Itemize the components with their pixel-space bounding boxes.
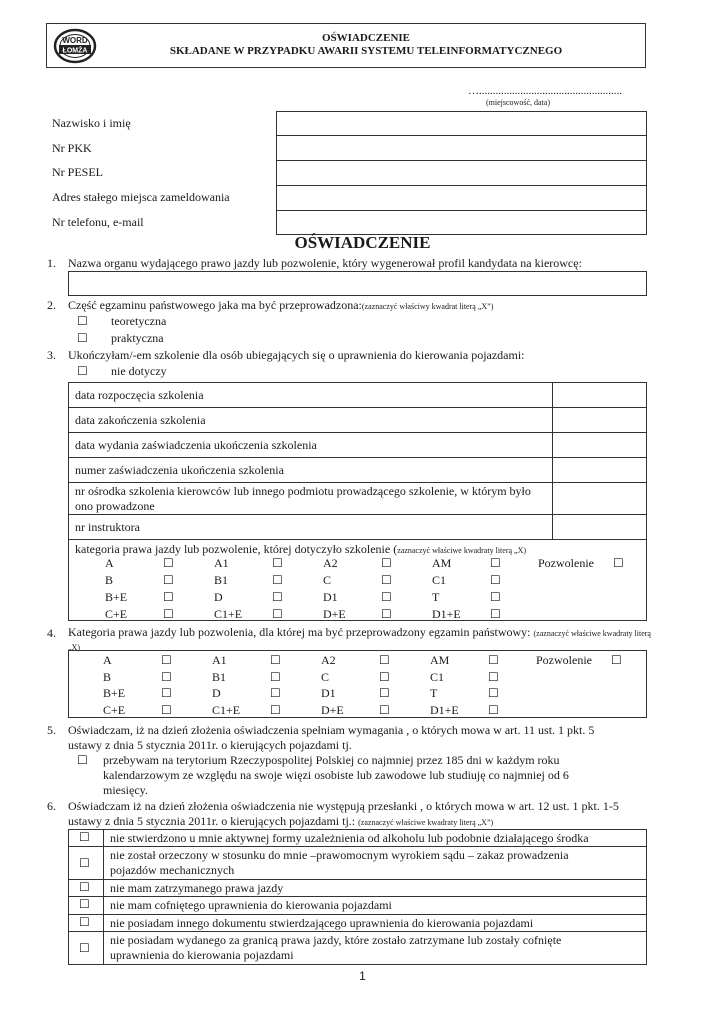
address-label: Adres stałego miejsca zameldowania: [52, 190, 230, 204]
section-1-text: Nazwa organu wydającego prawo jazdy lub pozwolenie, który wygenerował profil kandydata na kierowcę:: [68, 256, 582, 270]
category-checkbox[interactable]: ☐: [272, 573, 283, 587]
category-checkbox[interactable]: ☐: [379, 669, 390, 684]
instructor-label: nr instruktora: [75, 520, 140, 534]
table-row: [69, 540, 646, 622]
category-label: D1+E: [430, 702, 459, 717]
residence-label-line1: przebywam na terytorium Rzeczypospolitej Polskiej co najmniej przez 185 dni w każdym roku: [103, 753, 560, 767]
category-label: C1: [430, 669, 445, 684]
category-checkbox[interactable]: ☐: [488, 686, 499, 700]
place-date-line[interactable]: …....................................................: [468, 85, 622, 97]
pkk-label: Nr PKK: [52, 141, 92, 155]
certificate-number-label: numer zaświadczenia ukończenia szkolenia: [75, 463, 284, 477]
category-checkbox[interactable]: ☐: [270, 669, 281, 684]
category-checkbox[interactable]: ☐: [381, 607, 392, 621]
table-row: [69, 880, 646, 897]
declarations-table: [68, 829, 647, 965]
name-label: Nazwisko i imię: [52, 116, 131, 130]
category-checkbox[interactable]: ☐: [488, 669, 499, 684]
training-table: [68, 382, 647, 621]
pesel-field[interactable]: [276, 160, 647, 186]
category-label: B+E: [105, 590, 128, 604]
category-checkbox[interactable]: ☐: [270, 653, 281, 667]
section-4-text: Kategoria prawa jazdy lub pozwolenia, dla której ma być przeprowadzony egzamin państwowy: (zaznaczyć właściwe kwadraty literą „X): [68, 625, 651, 652]
category-label: A2: [321, 653, 336, 667]
category-label: C+E: [105, 607, 128, 621]
theory-label: teoretyczna: [111, 314, 167, 328]
section-6-text-line1: Oświadczam iż na dzień złożenia oświadczenia nie występują przesłanki , o których mowa w art. 12 ust. 1 pkt. 1-5: [68, 799, 619, 813]
category-label: D1: [323, 590, 338, 604]
pkk-field[interactable]: [276, 135, 647, 161]
section-6-number: 6.: [47, 799, 56, 813]
pesel-label: Nr PESEL: [52, 165, 103, 179]
declaration-6-text-line2: uprawnienia do kierowania pojazdami: [110, 948, 294, 962]
training-category-label: kategoria prawa jazdy lub pozwolenie, której dotyczyło szkolenie (zaznaczyć właściwe kwadraty literą „X): [75, 542, 527, 556]
category-checkbox[interactable]: ☐: [272, 607, 283, 621]
category-checkbox[interactable]: ☐: [381, 590, 392, 604]
exam-permit-checkbox[interactable]: ☐: [611, 653, 622, 667]
category-label: T: [432, 590, 440, 604]
not-applicable-checkbox[interactable]: ☐: [77, 364, 88, 378]
category-label: C+E: [103, 702, 126, 717]
declaration-1-checkbox[interactable]: ☐: [79, 830, 90, 844]
table-row: [69, 915, 646, 932]
section-6-hint: (zaznaczyć właściwe kwadraty literą „X”): [358, 818, 494, 827]
category-label: C1+E: [212, 702, 241, 717]
declaration-4-text: nie mam cofniętego uprawnienia do kierowania pojazdami: [110, 898, 392, 912]
name-field[interactable]: [276, 111, 647, 136]
category-checkbox[interactable]: ☐: [270, 702, 281, 717]
residence-label-line3: miesięcy.: [103, 783, 148, 797]
declaration-5-text: nie posiadam innego dokumentu stwierdzającego uprawnienia do kierowania pojazdami: [110, 916, 534, 930]
training-permit-checkbox[interactable]: ☐: [613, 556, 624, 570]
category-checkbox[interactable]: ☐: [490, 607, 501, 621]
category-checkbox[interactable]: ☐: [161, 686, 172, 700]
category-label: C1+E: [214, 607, 243, 621]
declaration-3-checkbox[interactable]: ☐: [79, 880, 90, 894]
table-row: [69, 515, 646, 540]
declaration-6-checkbox[interactable]: ☐: [79, 941, 90, 955]
training-end-field[interactable]: [555, 408, 645, 432]
category-checkbox[interactable]: ☐: [488, 653, 499, 667]
section-3-number: 3.: [47, 348, 56, 362]
address-field[interactable]: [276, 185, 647, 211]
category-label: B: [103, 669, 112, 684]
category-checkbox[interactable]: ☐: [379, 686, 390, 700]
declaration-2-text-line2: pojazdów mechanicznych: [110, 863, 235, 877]
training-start-label: data rozpoczęcia szkolenia: [75, 388, 204, 402]
category-checkbox[interactable]: ☐: [272, 556, 283, 570]
category-label: D+E: [323, 607, 346, 621]
category-checkbox[interactable]: ☐: [272, 590, 283, 604]
residence-checkbox[interactable]: ☐: [77, 753, 88, 767]
section-6-text-line2: ustawy z dnia 5 stycznia 2011r. o kierujących pojazdami tj.: (zaznaczyć właściwe kwadraty literą „X”): [68, 814, 494, 828]
section-4-hint: (zaznaczyć właściwe kwadraty literą „X): [68, 629, 651, 652]
training-start-field[interactable]: [555, 383, 645, 407]
category-label: T: [430, 686, 438, 700]
training-end-label: data zakończenia szkolenia: [75, 413, 206, 427]
category-checkbox[interactable]: ☐: [270, 686, 281, 700]
table-row: [69, 458, 646, 483]
category-label: C: [321, 669, 330, 684]
category-checkbox[interactable]: ☐: [490, 590, 501, 604]
category-checkbox[interactable]: ☐: [381, 556, 392, 570]
section-2-hint: (zaznaczyć właściwy kwadrat literą „X”): [361, 302, 494, 311]
section-5-text-line2: ustawy z dnia 5 stycznia 2011r. o kierujących pojazdami tj.: [68, 738, 352, 752]
section-5-text-line1: Oświadczam, iż na dzień złożenia oświadczenia spełniam wymagania , o których mowa w art. 11 ust. 1 pkt. 5: [68, 723, 595, 737]
category-checkbox[interactable]: ☐: [490, 556, 501, 570]
header-title-2: SKŁADANE W PRZYPADKU AWARII SYSTEMU TELEINFORMATYCZNEGO: [169, 45, 563, 57]
category-label: B1: [212, 669, 227, 684]
training-category-hint: zaznaczyć właściwe kwadraty literą „X): [397, 546, 527, 555]
certificate-number-field[interactable]: [555, 458, 645, 482]
category-label: A: [103, 653, 112, 667]
table-row: [69, 897, 646, 915]
table-row: [69, 383, 646, 408]
practical-label: praktyczna: [111, 331, 164, 345]
certificate-date-label: data wydania zaświadczenia ukończenia szkolenia: [75, 438, 317, 452]
section-1-number: 1.: [47, 256, 56, 270]
category-checkbox[interactable]: ☐: [163, 573, 174, 587]
category-checkbox[interactable]: ☐: [379, 702, 390, 717]
page-number: 1: [359, 969, 366, 983]
theory-checkbox[interactable]: ☐: [77, 314, 88, 328]
declaration-3-text: nie mam zatrzymanego prawa jazdy: [110, 881, 284, 895]
category-label: B1: [214, 573, 229, 587]
category-label: AM: [430, 653, 450, 667]
declaration-4-checkbox[interactable]: ☐: [79, 897, 90, 911]
declaration-2-checkbox[interactable]: ☐: [79, 856, 90, 870]
category-label: C1: [432, 573, 447, 587]
table-row: [69, 408, 646, 433]
category-checkbox[interactable]: ☐: [161, 653, 172, 667]
category-checkbox[interactable]: ☐: [161, 702, 172, 717]
training-center-label: nr ośrodka szkolenia kierowców lub innego podmiotu prowadzącego szkolenie, w którym było ono prowadzone: [75, 484, 531, 513]
practical-checkbox[interactable]: ☐: [77, 331, 88, 345]
category-checkbox[interactable]: ☐: [163, 556, 174, 570]
training-permit-label: Pozwolenie: [538, 556, 594, 570]
certificate-date-field[interactable]: [555, 433, 645, 457]
category-label: A2: [323, 556, 338, 570]
category-checkbox[interactable]: ☐: [488, 702, 499, 717]
exam-category-box: [68, 650, 647, 718]
category-label: B: [105, 573, 114, 587]
category-label: D1+E: [432, 607, 461, 621]
category-label: AM: [432, 556, 452, 570]
declaration-1-text: nie stwierdzono u mnie aktywnej formy uzależnienia od alkoholu lub podobnie działającego środka: [110, 831, 589, 845]
section-3-text: Ukończyłam/-em szkolenie dla osób ubiegających się o uprawnienia do kierowania pojazdami:: [68, 348, 525, 362]
place-date-label: (miejscowość, data): [486, 98, 550, 107]
category-label: D+E: [321, 702, 344, 717]
table-row: [69, 830, 646, 847]
issuing-authority-field[interactable]: [68, 271, 647, 296]
category-checkbox[interactable]: ☐: [161, 669, 172, 684]
category-label: D: [214, 590, 223, 604]
category-checkbox[interactable]: ☐: [163, 590, 174, 604]
not-applicable-label: nie dotyczy: [111, 364, 167, 378]
exam-permit-label: Pozwolenie: [536, 653, 592, 667]
contact-label: Nr telefonu, e-mail: [52, 215, 144, 229]
table-row: [69, 932, 646, 966]
residence-label-line2: kalendarzowym ze względu na swoje więzi osobiste lub zawodowe lub studiuję co najmniej od 6: [103, 768, 569, 782]
header-title-1: OŚWIADCZENIE: [321, 32, 411, 44]
category-checkbox[interactable]: ☐: [490, 573, 501, 587]
category-label: D: [212, 686, 221, 700]
declaration-5-checkbox[interactable]: ☐: [79, 915, 90, 929]
contact-field[interactable]: [276, 210, 647, 235]
category-label: C: [323, 573, 332, 587]
logo-text-top: WORD: [62, 36, 88, 45]
category-checkbox[interactable]: ☐: [379, 653, 390, 667]
section-2-number: 2.: [47, 298, 56, 312]
statement-title: OŚWIADCZENIE: [294, 233, 431, 252]
section-5-number: 5.: [47, 723, 56, 737]
category-label: A: [105, 556, 114, 570]
document-header: [46, 23, 646, 68]
section-4-number: 4.: [47, 626, 56, 640]
table-row: [69, 433, 646, 458]
section-2-text: Część egzaminu państwowego jaka ma być przeprowadzona:(zaznaczyć właściwy kwadrat literą „X”): [68, 298, 494, 312]
category-label: B+E: [103, 686, 126, 700]
logo-text-bottom: ŁOMŻA: [62, 47, 88, 55]
declaration-2-text-line1: nie został orzeczony w stosunku do mnie –prawomocnym wyrokiem sądu – zakaz prowadzenia: [110, 848, 569, 862]
category-label: D1: [321, 686, 336, 700]
declaration-6-text-line1: nie posiadam wydanego za granicą prawa jazdy, które zostało zatrzymane lub zostały cofnięte: [110, 933, 562, 947]
training-center-field[interactable]: [555, 483, 645, 514]
instructor-field[interactable]: [555, 515, 645, 539]
category-checkbox[interactable]: ☐: [163, 607, 174, 621]
category-label: A1: [212, 653, 227, 667]
category-checkbox[interactable]: ☐: [381, 573, 392, 587]
category-label: A1: [214, 556, 229, 570]
table-row: [69, 483, 646, 515]
table-row: [69, 847, 646, 880]
